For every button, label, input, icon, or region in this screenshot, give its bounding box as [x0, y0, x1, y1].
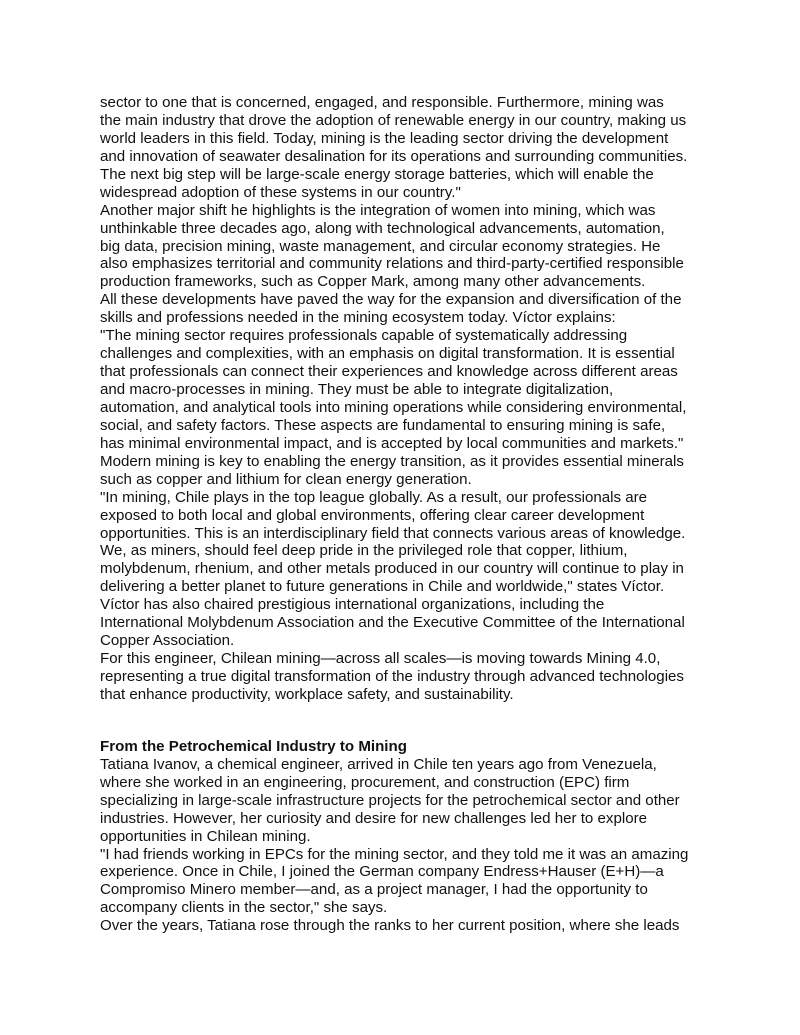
text-line: We, as miners, should feel deep pride in the privileged role that copper, lithium,	[100, 542, 628, 560]
text-line: the main industry that drove the adoption of renewable energy in our country, making us	[100, 111, 687, 129]
text-line: Another major shift he highlights is the integration of women into mining, which was	[100, 201, 656, 219]
text-line: All these developments have paved the way for the expansion and diversification of the	[100, 291, 682, 309]
text-line: delivering a better planet to future generations in Chile and worldwide," states Víctor.	[100, 578, 665, 596]
text-line: social, and safety factors. These aspects are fundamental to ensuring mining is safe,	[100, 416, 666, 434]
text-line: Compromiso Minero member—and, as a project manager, I had the opportunity to	[100, 881, 648, 899]
text-line: The next big step will be large-scale energy storage batteries, which will enable the	[100, 165, 654, 183]
text-line: and macro-processes in mining. They must be able to integrate digitalization,	[100, 381, 614, 398]
text-line: experience. Once in Chile, I joined the German company Endress+Hauser (E+H)—a	[100, 863, 664, 881]
text-line: molybdenum, rhenium, and other metals produced in our country will continue to play in	[100, 560, 684, 578]
text-line: Over the years, Tatiana rose through the ranks to her current position, where she leads	[100, 917, 680, 935]
text-line: representing a true digital transformation of the industry through advanced technologies	[100, 668, 684, 685]
section-gap	[100, 704, 710, 738]
text-line: skills and professions needed in the mining ecosystem today. Víctor explains:	[100, 309, 616, 327]
text-line: where she worked in an engineering, procurement, and construction (EPC) firm	[100, 773, 630, 791]
text-line: specializing in large-scale infrastructure projects for the petrochemical sector and other	[100, 791, 680, 809]
text-line: automation, and analytical tools into mining operations while considering environmental,	[100, 398, 687, 416]
body-section-victor	[100, 94, 710, 704]
text-line: unthinkable three decades ago, along with technological advancements, automation,	[100, 219, 665, 237]
text-line: industries. However, her curiosity and desire for new challenges led her to explore	[100, 809, 648, 827]
text-line: International Molybdenum Association and the Executive Committee of the International	[100, 614, 685, 632]
text-line: Copper Association.	[100, 632, 235, 650]
text-line: opportunities. This is an interdisciplinary field that connects various areas of knowledge.	[100, 524, 686, 542]
text-line: also emphasizes territorial and community relations and third-party-certified responsible	[100, 255, 684, 273]
body-section-tatiana	[100, 738, 710, 935]
text-line: that enhance productivity, workplace safety, and sustainability.	[100, 685, 514, 703]
text-line: such as copper and lithium for clean energy generation.	[100, 470, 472, 488]
text-line: Modern mining is key to enabling the energy transition, as it provides essential minerals	[100, 452, 684, 470]
text-line: and innovation of seawater desalination for its operations and surrounding communities.	[100, 147, 688, 165]
text-line: "I had friends working in EPCs for the mining sector, and they told me it was an amazing	[100, 845, 689, 863]
text-line: "In mining, Chile plays in the top league globally. As a result, our professionals are	[100, 488, 648, 506]
text-line: world leaders in this field. Today, mining is the leading sector driving the development	[100, 129, 669, 147]
text-line: exposed to both local and global environments, offering clear career development	[100, 506, 645, 524]
text-line: sector to one that is concerned, engaged, and responsible. Furthermore, mining was	[100, 94, 664, 111]
text-line: big data, precision mining, waste management, and circular economy strategies. He	[100, 237, 661, 255]
text-line: For this engineer, Chilean mining—across all scales—is moving towards Mining 4.0,	[100, 650, 661, 668]
text-line: accompany clients in the sector," she says.	[100, 899, 388, 917]
section-heading: From the Petrochemical Industry to Mining	[100, 737, 407, 755]
document-page	[100, 94, 710, 935]
text-line: has minimal environmental impact, and is accepted by local communities and markets."	[100, 434, 684, 452]
text-line: widespread adoption of these systems in our country."	[100, 183, 461, 201]
text-line: challenges and complexities, with an emphasis on digital transformation. It is essential	[100, 345, 675, 363]
text-line: opportunities in Chilean mining.	[100, 827, 311, 845]
text-line: "The mining sector requires professionals capable of systematically addressing	[100, 327, 628, 345]
text-line: production frameworks, such as Copper Mark, among many other advancements.	[100, 273, 646, 291]
text-line: Víctor has also chaired prestigious international organizations, including the	[100, 596, 605, 614]
text-line: Tatiana Ivanov, a chemical engineer, arrived in Chile ten years ago from Venezuela,	[100, 755, 657, 773]
text-line: that professionals can connect their experiences and knowledge across different areas	[100, 363, 678, 381]
